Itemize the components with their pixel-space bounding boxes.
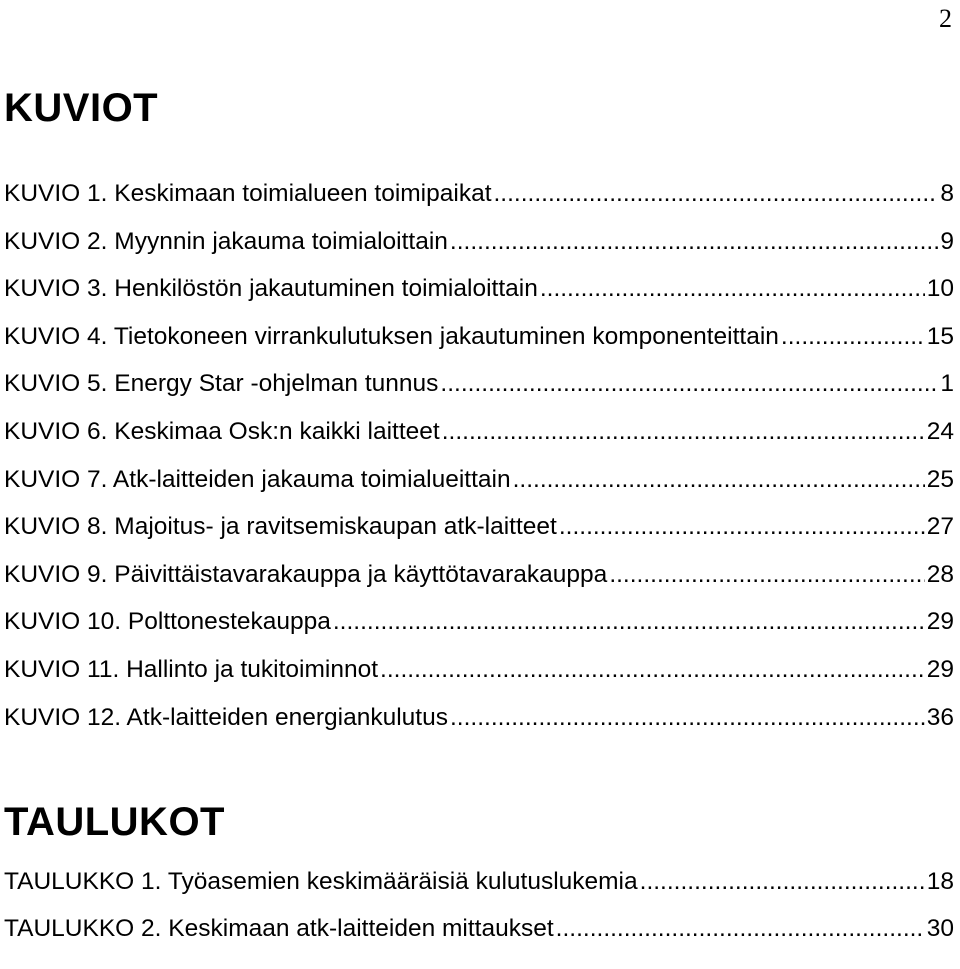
entry-page: 30 (926, 915, 954, 942)
toc-entry[interactable] (4, 698, 954, 746)
entry-label: KUVIO 5. Energy Star -ohjelman tunnus (4, 370, 439, 398)
entry-label: TAULUKKO 1. Työasemien keskimääräisiä kulutuslukemia (4, 868, 638, 895)
page-number: 2 (939, 4, 952, 33)
toc-entry[interactable] (4, 364, 954, 412)
dot-leader (333, 602, 925, 642)
dot-leader (781, 317, 925, 357)
toc-entry[interactable] (4, 412, 954, 460)
entry-label: KUVIO 9. Päivittäistavarakauppa ja käyttötavarakauppa (4, 560, 608, 588)
toc-entry[interactable] (4, 602, 954, 650)
entry-label: KUVIO 3. Henkilöstön jakautuminen toimialoittain (4, 275, 538, 303)
entry-page: 1 (940, 370, 954, 398)
dot-leader (640, 862, 925, 902)
entry-page: 18 (926, 868, 954, 895)
dot-leader (380, 650, 925, 690)
toc-entry[interactable] (4, 317, 954, 365)
dot-leader (494, 174, 939, 214)
toc-entry[interactable] (4, 174, 954, 222)
dot-leader (450, 698, 925, 738)
toc-entry[interactable] (4, 555, 954, 603)
toc-entry[interactable] (4, 862, 954, 909)
tables-list (4, 862, 954, 956)
entry-label: KUVIO 1. Keskimaan toimialueen toimipaikat (4, 180, 492, 207)
entry-page: 25 (926, 465, 954, 493)
entry-page: 24 (926, 417, 954, 445)
entry-page: 27 (926, 513, 954, 541)
entry-label: KUVIO 11. Hallinto ja tukitoiminnot (4, 655, 379, 683)
figures-heading: KUVIOT (4, 86, 159, 130)
dot-leader (559, 507, 925, 547)
entry-label: KUVIO 10. Polttonestekauppa (4, 608, 331, 636)
dot-leader (440, 364, 938, 404)
toc-entry[interactable] (4, 909, 954, 956)
dot-leader (513, 460, 925, 500)
figures-list (4, 174, 954, 745)
entry-label: KUVIO 6. Keskimaa Osk:n kaikki laitteet (4, 417, 440, 445)
toc-entry[interactable] (4, 269, 954, 317)
entry-label: KUVIO 2. Myynnin jakauma toimialoittain (4, 227, 448, 255)
toc-entry[interactable] (4, 222, 954, 270)
entry-page: 15 (926, 322, 954, 350)
dot-leader (540, 269, 925, 309)
entry-page: 8 (940, 180, 954, 207)
entry-label: KUVIO 8. Majoitus- ja ravitsemiskaupan atk-laitteet (4, 513, 557, 541)
entry-label: TAULUKKO 2. Keskimaan atk-laitteiden mittaukset (4, 915, 554, 942)
entry-page: 29 (926, 608, 954, 636)
toc-entry[interactable] (4, 507, 954, 555)
toc-entry[interactable] (4, 650, 954, 698)
entry-page: 29 (926, 655, 954, 683)
entry-page: 9 (940, 227, 954, 255)
dot-leader (556, 909, 925, 949)
entry-label: KUVIO 12. Atk-laitteiden energiankulutus (4, 703, 448, 731)
dot-leader (609, 555, 924, 595)
dot-leader (442, 412, 925, 452)
dot-leader (450, 222, 938, 262)
entry-page: 10 (926, 275, 954, 303)
entry-label: KUVIO 7. Atk-laitteiden jakauma toimialueittain (4, 465, 511, 493)
toc-entry[interactable] (4, 460, 954, 508)
entry-page: 36 (926, 703, 954, 731)
entry-label: KUVIO 4. Tietokoneen virrankulutuksen jakautuminen komponenteittain (4, 322, 779, 350)
entry-page: 28 (926, 560, 954, 588)
tables-heading: TAULUKOT (4, 800, 225, 844)
